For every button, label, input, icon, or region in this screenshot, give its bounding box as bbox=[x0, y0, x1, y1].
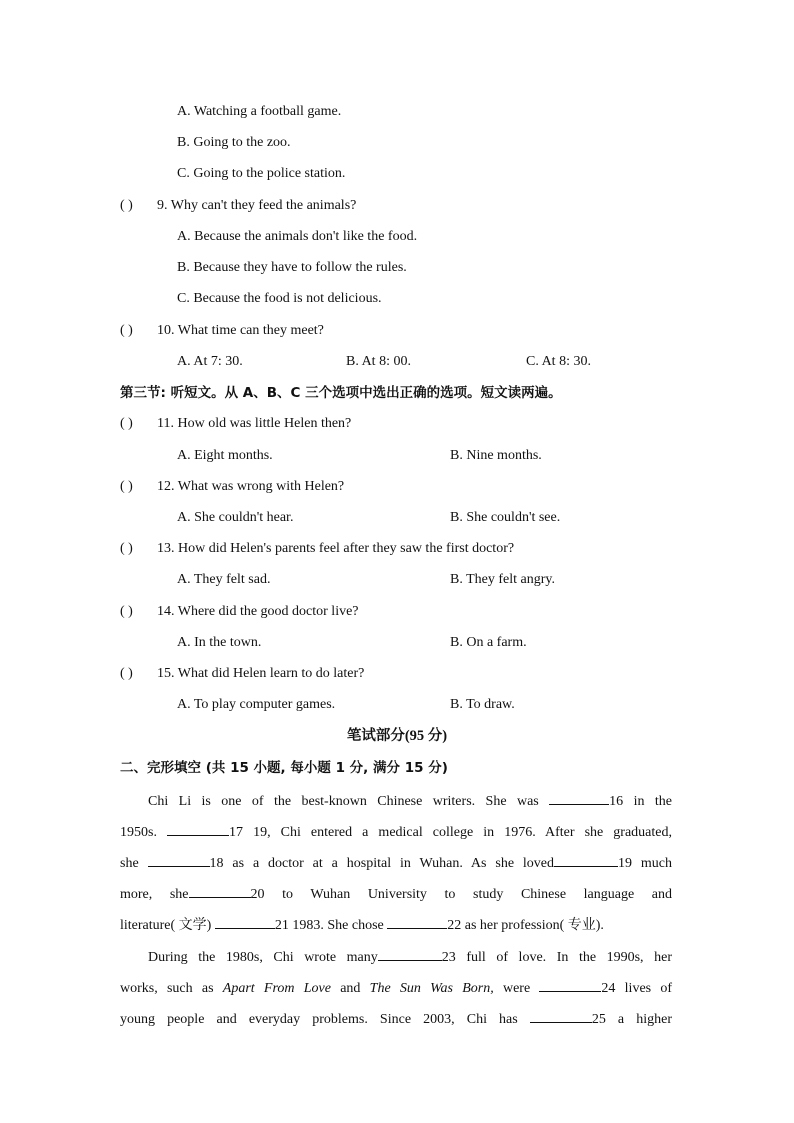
book-title: The Sun Was Born, bbox=[369, 981, 494, 996]
passage-line: 1950s. 17 19, Chi entered a medical college in 1976. After she graduated, bbox=[120, 821, 672, 842]
q11-option-a: A. Eight months. bbox=[177, 448, 273, 463]
q15-option-a: A. To play computer games. bbox=[177, 697, 336, 712]
answer-blank-20[interactable] bbox=[189, 883, 251, 898]
q14-option-a: A. In the town. bbox=[177, 635, 262, 650]
written-part-title: 笔试部分(95 分) bbox=[346, 728, 448, 744]
q10-answer-paren: ( ) bbox=[120, 323, 133, 338]
q14-answer-paren: ( ) bbox=[120, 604, 133, 619]
q14-stem: 14. Where did the good doctor live? bbox=[157, 604, 359, 619]
q10-option-c: C. At 8: 30. bbox=[526, 354, 591, 369]
q11-option-b: B. Nine months. bbox=[450, 448, 542, 463]
section3-header: 第三节: 听短文。从 A、B、C 三个选项中选出正确的选项。短文读两遍。 bbox=[120, 385, 562, 401]
book-title: Apart From Love bbox=[222, 981, 331, 996]
q9-option-b: B. Because they have to follow the rules. bbox=[177, 260, 407, 275]
answer-blank-25[interactable] bbox=[530, 1008, 592, 1023]
passage-line: Chi Li is one of the best-known Chinese writers. She was 16 in the bbox=[148, 790, 672, 811]
q10-option-a: A. At 7: 30. bbox=[177, 354, 243, 369]
passage-line: young people and everyday problems. Since 2003, Chi has 25 a higher bbox=[120, 1008, 672, 1029]
q9-option-c: C. Because the food is not delicious. bbox=[177, 291, 382, 306]
q10-stem: 10. What time can they meet? bbox=[157, 323, 324, 338]
answer-blank-22[interactable] bbox=[387, 914, 447, 929]
answer-blank-16[interactable] bbox=[549, 790, 609, 805]
q15-answer-paren: ( ) bbox=[120, 666, 133, 681]
answer-blank-17[interactable] bbox=[167, 821, 229, 836]
q13-stem: 13. How did Helen's parents feel after they saw the first doctor? bbox=[157, 541, 515, 556]
passage-line: literature( 文学) 21 1983. She chose 22 as her profession( 专业). bbox=[120, 914, 672, 935]
q9-option-a: A. Because the animals don't like the food. bbox=[177, 229, 418, 244]
q12-stem: 12. What was wrong with Helen? bbox=[157, 479, 345, 494]
answer-blank-19[interactable] bbox=[554, 852, 618, 867]
passage-line: works, such as Apart From Love and The Sun Was Born, were 24 lives of bbox=[120, 977, 672, 998]
q15-stem: 15. What did Helen learn to do later? bbox=[157, 666, 365, 681]
answer-blank-18[interactable] bbox=[148, 852, 210, 867]
q8-option-b: B. Going to the zoo. bbox=[177, 135, 291, 150]
q13-option-a: A. They felt sad. bbox=[177, 572, 271, 587]
q9-stem: 9. Why can't they feed the animals? bbox=[157, 198, 357, 213]
passage-line: During the 1980s, Chi wrote many 23 full of love. In the 1990s, her bbox=[148, 946, 672, 967]
passage-line: she 18 as a doctor at a hospital in Wuhan. As she loved 19 much bbox=[120, 852, 672, 873]
answer-blank-23[interactable] bbox=[378, 946, 442, 961]
part2-header: 二、完形填空 (共 15 小题, 每小题 1 分, 满分 15 分) bbox=[120, 760, 448, 776]
q15-option-b: B. To draw. bbox=[450, 697, 515, 712]
q9-answer-paren: ( ) bbox=[120, 198, 133, 213]
q14-option-b: B. On a farm. bbox=[450, 635, 527, 650]
q12-option-a: A. She couldn't hear. bbox=[177, 510, 294, 525]
answer-blank-24[interactable] bbox=[539, 977, 601, 992]
q8-option-c: C. Going to the police station. bbox=[177, 166, 346, 181]
answer-blank-21[interactable] bbox=[215, 914, 275, 929]
passage-line: more, she 20 to Wuhan University to study Chinese language and bbox=[120, 883, 672, 904]
q13-option-b: B. They felt angry. bbox=[450, 572, 555, 587]
q10-option-b: B. At 8: 00. bbox=[346, 354, 411, 369]
q11-stem: 11. How old was little Helen then? bbox=[157, 416, 352, 431]
q8-option-a: A. Watching a football game. bbox=[177, 104, 342, 119]
q12-answer-paren: ( ) bbox=[120, 479, 133, 494]
q12-option-b: B. She couldn't see. bbox=[450, 510, 561, 525]
q11-answer-paren: ( ) bbox=[120, 416, 133, 431]
q13-answer-paren: ( ) bbox=[120, 541, 133, 556]
